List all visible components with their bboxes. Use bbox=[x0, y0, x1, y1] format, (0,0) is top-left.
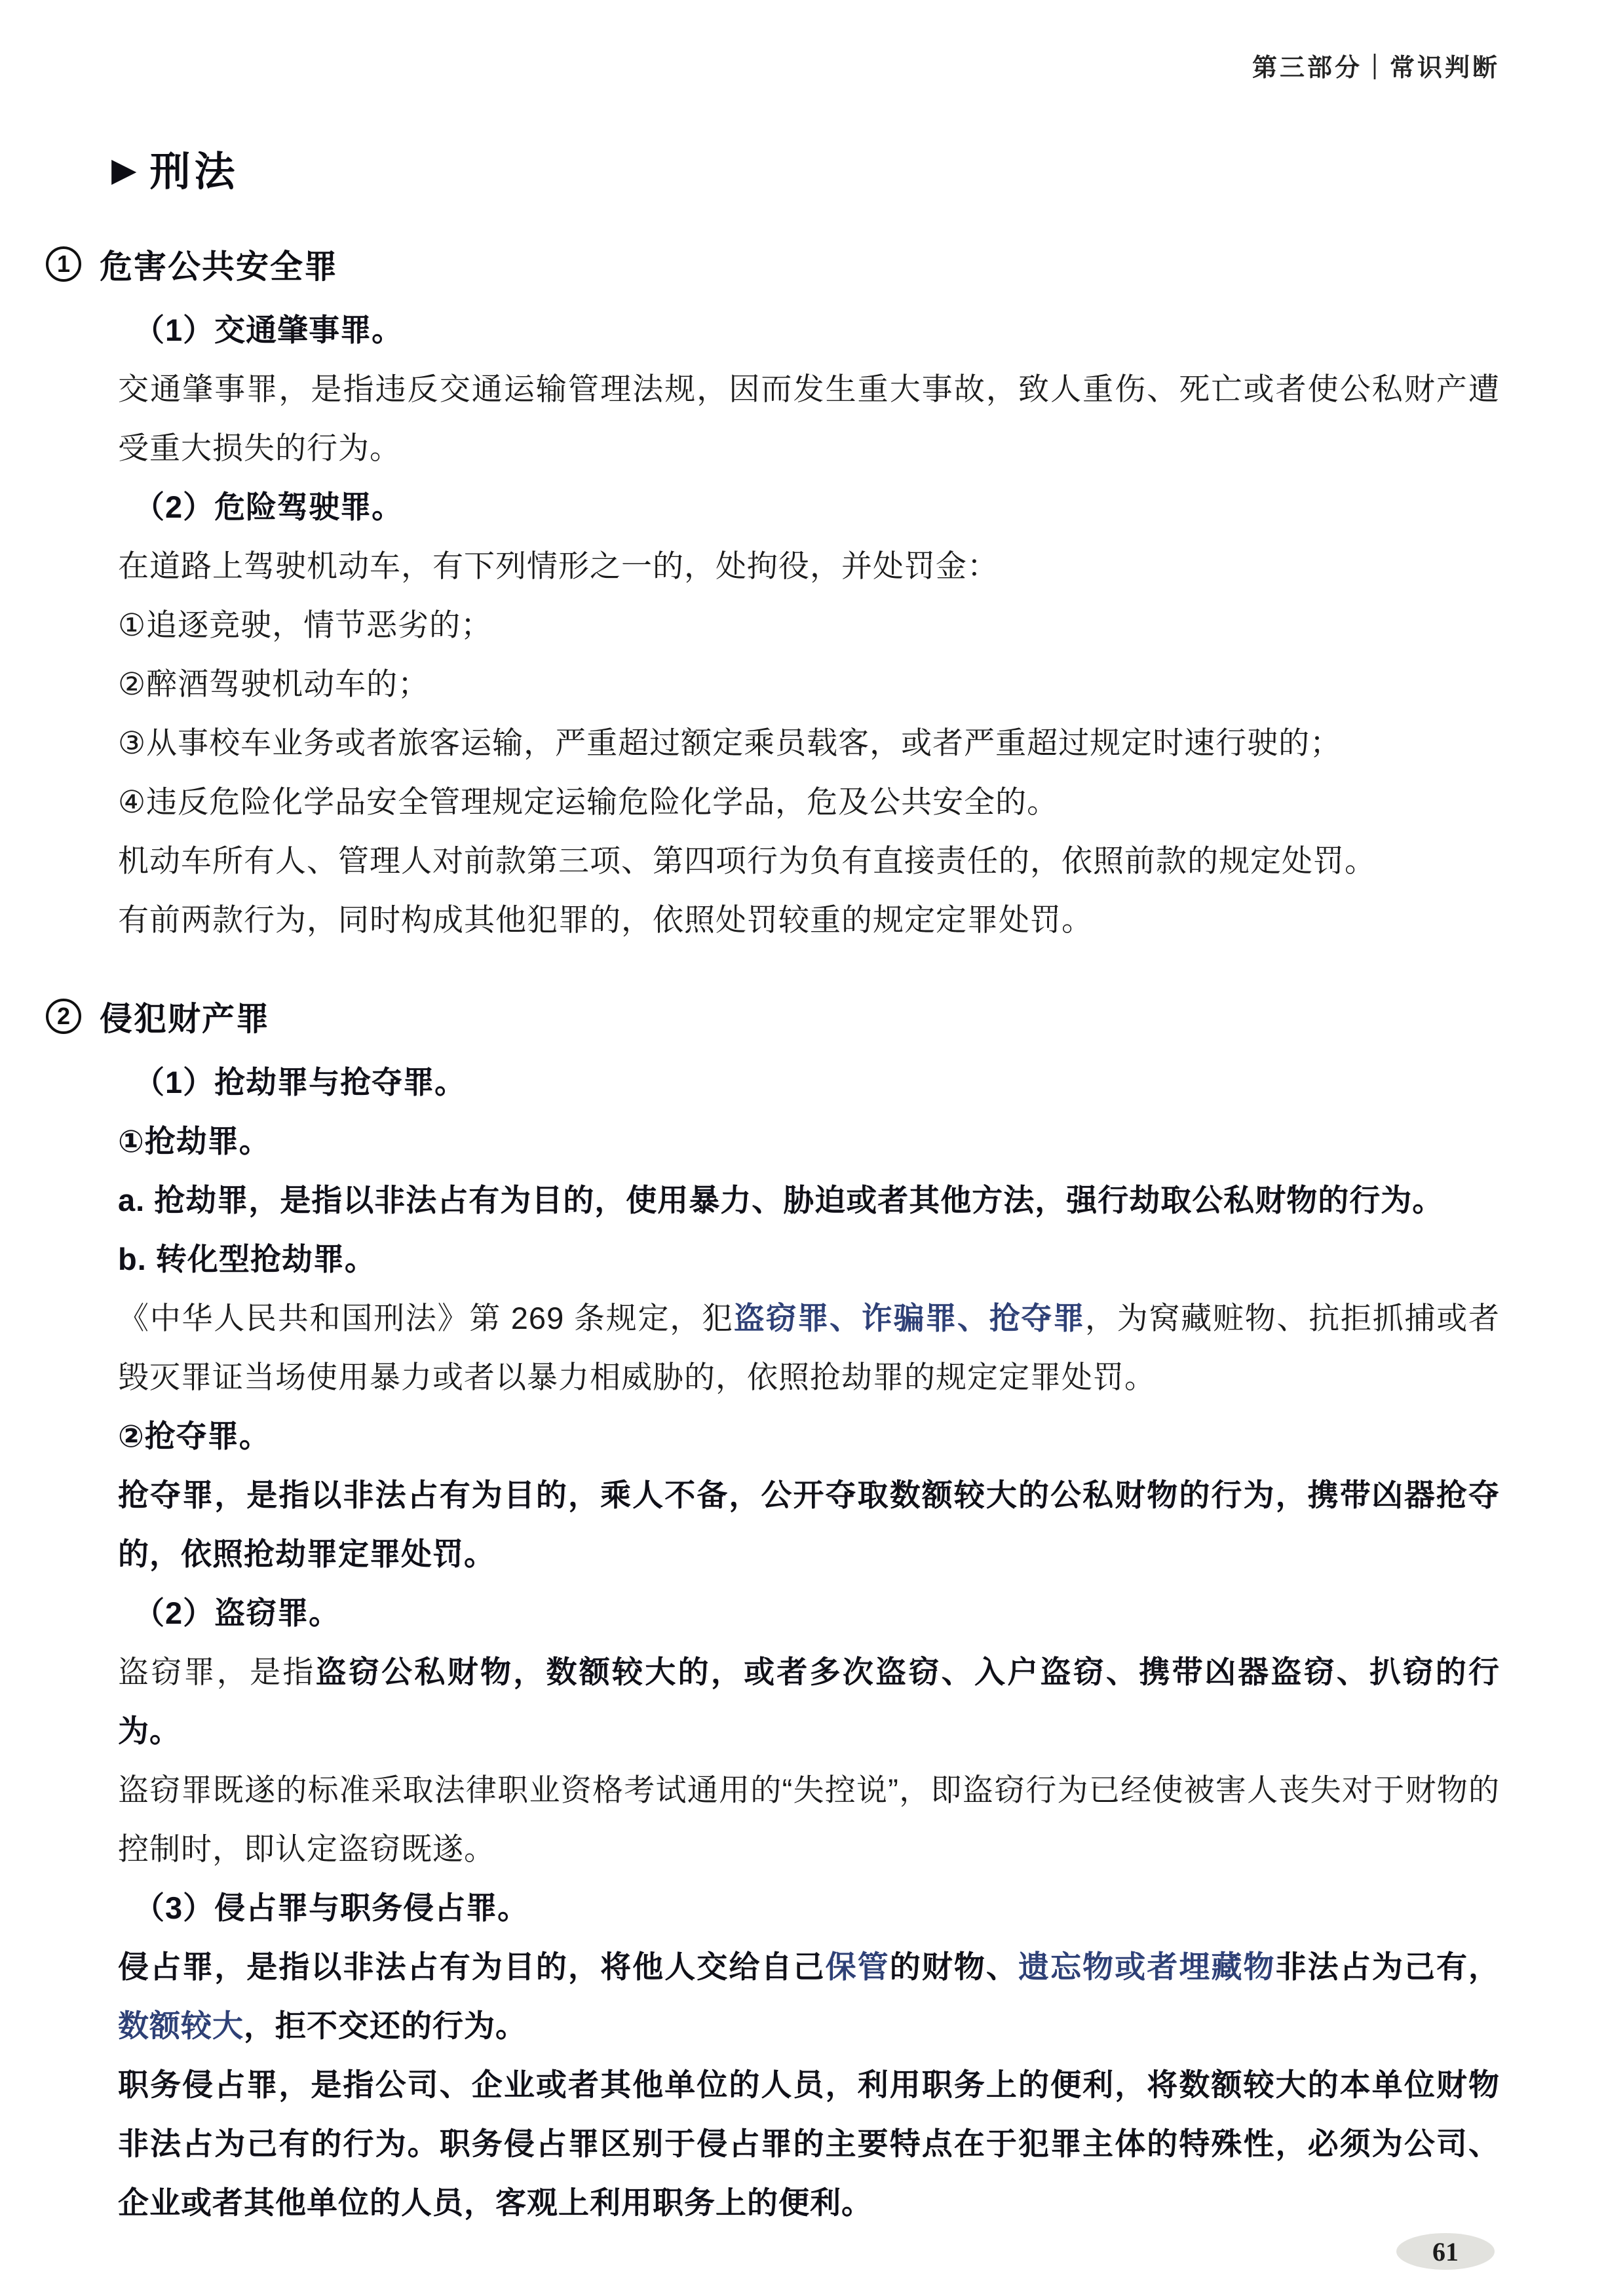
page-number-text: 61 bbox=[1432, 2236, 1459, 2267]
text-run: 机动车所有人、管理人对前款第三项、第四项行为负有直接责任的，依照前款的规定处罚。 bbox=[118, 843, 1376, 878]
triangle-marker-icon: ▶ bbox=[111, 151, 141, 188]
text-run: 抢夺罪，是指以非法占有为目的，乘人不备，公开夺取数额较大的公私财物的行为，携带凶器抢夺的，依照抢劫罪定罪处罚。 bbox=[118, 1478, 1500, 1571]
text-run: ②抢夺罪。 bbox=[118, 1419, 271, 1453]
text-run: 数额较大 bbox=[118, 2008, 244, 2043]
paragraph bbox=[118, 1938, 1500, 2056]
text-run: 盗窃罪、诈骗罪、抢夺罪 bbox=[733, 1301, 1086, 1335]
text-run: 盗窃公私财物，数额较大的，或者多次盗窃、入户盗窃、携带凶器盗窃、扒窃的行为。 bbox=[118, 1655, 1500, 1748]
section-header bbox=[46, 993, 1500, 1040]
text-run: （3）侵占罪与职务侵占罪。 bbox=[134, 1890, 529, 1925]
text-run: ④违反危险化学品安全管理规定运输危险化学品，危及公共安全的。 bbox=[118, 784, 1059, 819]
page-number-badge bbox=[1396, 2233, 1495, 2270]
text-run: 侵占罪，是指以非法占有为目的， bbox=[118, 1949, 601, 1984]
sub-heading bbox=[118, 1053, 1500, 1112]
text-run: 在道路上驾驶机动车，有下列情形之一的，处拘役，并处罚金： bbox=[118, 548, 999, 583]
text-run: 盗窃罪既遂的标准采取法律职业资格考试通用的“失控说”，即盗窃行为已经使被害人丧失对于财物的控制时，即认定盗窃既遂。 bbox=[118, 1772, 1500, 1866]
text-run: 《中华人民共和国刑法》第 269 条规定，犯 bbox=[118, 1301, 734, 1335]
paragraph bbox=[118, 360, 1500, 478]
text-run: 职务侵占罪，是指公司、企业或者其他单位的人员，利用职务上的便利，将数额较大的本单位财物非法占为己有的行为。职务侵占罪区别于侵占罪的主要特点在于犯罪主体的特殊性，必须为公司、企业或者其他单位的人员，客观上利用职务上的便利。 bbox=[118, 2067, 1500, 2220]
text-run: （1）交通肇事罪。 bbox=[134, 313, 404, 347]
text-run: 有前两款行为，同时构成其他犯罪的，依照处罚较重的规定定罪处罚。 bbox=[118, 902, 1093, 937]
section-title: 侵犯财产罪 bbox=[100, 1001, 270, 1037]
text-run: 交通肇事罪，是指违反交通运输管理法规，因而发生重大事故，致人重伤、死亡或者使公私财产遭受重大损失的行为。 bbox=[118, 372, 1500, 465]
paragraph bbox=[118, 1643, 1500, 1761]
paragraph bbox=[118, 1761, 1500, 1879]
paragraph bbox=[118, 655, 1500, 714]
text-run: a. 抢劫罪，是指以非法占有为目的，使用暴力、胁迫或者其他方法，强行劫取公私财物的行为。 bbox=[118, 1183, 1444, 1217]
paragraph bbox=[118, 1112, 1500, 1171]
paragraph bbox=[118, 773, 1500, 832]
paragraph bbox=[118, 2056, 1500, 2232]
section-header bbox=[46, 240, 1500, 288]
sections-container bbox=[56, 240, 1501, 2232]
page-title-text: 刑法 bbox=[149, 149, 239, 195]
sub-heading bbox=[118, 1879, 1500, 1938]
running-header: 第三部分｜常识判断 bbox=[1252, 54, 1500, 82]
paragraph bbox=[118, 1289, 1500, 1407]
text-run: b. 转化型抢劫罪。 bbox=[118, 1242, 376, 1276]
paragraph bbox=[118, 890, 1500, 949]
text-run: ①抢劫罪。 bbox=[118, 1124, 271, 1158]
text-run: （2）危险驾驶罪。 bbox=[134, 489, 404, 524]
paragraph bbox=[118, 596, 1500, 655]
text-run: 保管 bbox=[825, 1949, 890, 1984]
text-run: ，为窝藏赃物、抗拒抓捕或者毁灭罪证当场使用暴力或者以暴力相威胁的，依照抢劫罪的规定定罪处罚。 bbox=[118, 1301, 1501, 1394]
text-run: ，拒不交还的行为。 bbox=[244, 2008, 527, 2043]
section-title: 危害公共安全罪 bbox=[100, 248, 338, 285]
circled-number-icon: 2 bbox=[46, 999, 81, 1034]
paragraph bbox=[118, 832, 1500, 890]
text-run: 将他人交给自己 bbox=[600, 1949, 826, 1984]
text-run: （1）抢劫罪与抢夺罪。 bbox=[134, 1065, 467, 1100]
paragraph bbox=[118, 714, 1500, 773]
text-run: 的财物、 bbox=[889, 1949, 1019, 1984]
text-run: ②醉酒驾驶机动车的； bbox=[118, 666, 430, 701]
text-run: ③从事校车业务或者旅客运输，严重超过额定乘员载客，或者严重超过规定时速行驶的； bbox=[118, 725, 1342, 760]
text-run: ①追逐竞驶，情节恶劣的； bbox=[118, 607, 493, 642]
sub-heading bbox=[118, 478, 1500, 537]
text-run: 遗忘物或者埋藏物 bbox=[1018, 1949, 1276, 1984]
text-run: 非法占为己有， bbox=[1275, 1949, 1501, 1984]
paragraph bbox=[118, 537, 1500, 596]
paragraph bbox=[118, 1407, 1500, 1466]
page-title bbox=[111, 139, 1500, 197]
circled-number-icon: 1 bbox=[46, 246, 81, 282]
text-run: （2）盗窃罪。 bbox=[134, 1596, 341, 1630]
paragraph bbox=[118, 1230, 1500, 1289]
sub-heading bbox=[118, 1584, 1500, 1643]
sub-heading bbox=[118, 301, 1500, 360]
paragraph bbox=[118, 1466, 1500, 1584]
paragraph bbox=[118, 1171, 1500, 1230]
text-run: 盗窃罪，是指 bbox=[118, 1655, 316, 1689]
